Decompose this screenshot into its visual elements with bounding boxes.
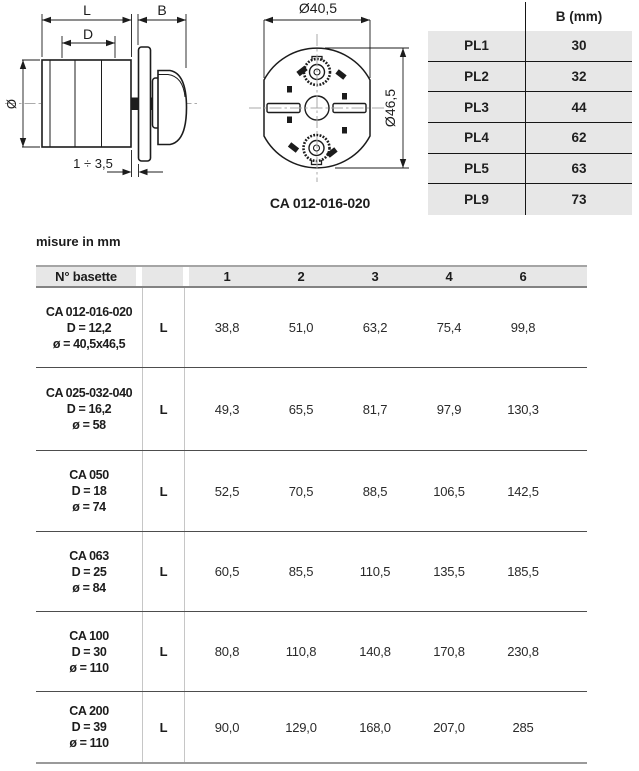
- value-cell: 38,8: [214, 320, 240, 335]
- value-cell: 185,5: [507, 564, 539, 579]
- column-headers-poles: [189, 267, 587, 286]
- table-row: [36, 532, 587, 612]
- row-dim-letter: L: [143, 532, 185, 611]
- model-cell: [36, 288, 143, 367]
- model-cell: PL4: [464, 130, 489, 146]
- right-dim-label: Ø46,5: [382, 88, 398, 128]
- b-dimension-table: [428, 2, 632, 215]
- row-model-name: CA 012-016-020: [45, 304, 133, 319]
- row-d-dimension: D = 16,2: [66, 402, 112, 416]
- row-dim-letter: L: [143, 288, 185, 367]
- model-cell: PL1: [464, 38, 489, 54]
- front-view-caption: CA 012-016-020: [269, 195, 371, 211]
- table-row: [428, 62, 632, 93]
- side-view-drawing: [0, 0, 222, 200]
- row-dim-letter: L: [143, 368, 185, 450]
- value-cell: 60,5: [214, 564, 240, 579]
- value-cell: 51,0: [288, 320, 314, 335]
- row-diameter: ø = 84: [72, 580, 106, 595]
- diameter-dim-label: Ø: [4, 98, 19, 110]
- row-model-name: CA 025-032-040: [45, 386, 133, 400]
- value-cell: 140,8: [359, 644, 391, 659]
- value-cell: 110,5: [359, 564, 391, 579]
- value-cell: 168,0: [359, 719, 391, 735]
- model-cell: PL3: [464, 99, 489, 115]
- value-cell: 63: [525, 154, 632, 184]
- value-cell: 99,8: [510, 320, 536, 335]
- b-dim-label: B: [157, 2, 167, 18]
- gap-dim-lines: [107, 150, 163, 177]
- table-row: [428, 123, 632, 154]
- row-diameter: ø = 74: [72, 500, 106, 514]
- value-cell: 30: [525, 31, 632, 61]
- row-diameter: ø = 110: [69, 660, 109, 675]
- value-cell: 80,8: [214, 644, 240, 659]
- column-header-1: 1: [223, 269, 231, 284]
- table-row: [428, 92, 632, 123]
- row-dim-letter: L: [143, 692, 185, 762]
- column-header-basette: N° basette: [36, 267, 136, 286]
- model-cell: [36, 692, 143, 762]
- value-cell: 49,3: [214, 401, 240, 417]
- gap-dim-label: 1 ÷ 3,5: [73, 156, 113, 171]
- row-dim-letter: L: [143, 451, 185, 531]
- table-row: [428, 31, 632, 62]
- model-cell: PL2: [464, 69, 489, 85]
- value-cell: 62: [525, 123, 632, 153]
- value-cell: 129,0: [285, 719, 317, 735]
- b-table-header-row: [428, 2, 632, 31]
- model-cell: [36, 532, 143, 611]
- d-dim-label: D: [82, 26, 94, 42]
- column-header-2: 2: [297, 269, 305, 284]
- row-diameter: ø = 40,5x46,5: [52, 336, 126, 351]
- value-cell: 230,8: [507, 644, 539, 659]
- row-model-name: CA 200: [69, 704, 109, 718]
- value-cell: 110,8: [285, 644, 317, 659]
- row-values: [185, 692, 587, 762]
- table-row: [36, 288, 587, 368]
- row-diameter: ø = 58: [72, 418, 106, 432]
- value-cell: 135,5: [433, 564, 465, 579]
- row-d-dimension: D = 30: [71, 644, 107, 659]
- value-cell: 81,7: [362, 401, 388, 417]
- table-row: [36, 368, 587, 451]
- l-dim-label: L: [83, 2, 91, 18]
- value-cell: 65,5: [288, 401, 314, 417]
- row-values: [185, 288, 587, 367]
- value-cell: 44: [525, 92, 632, 122]
- table-row: [428, 184, 632, 215]
- row-model-name: CA 100: [69, 628, 109, 643]
- row-model-name: CA 050: [69, 468, 109, 482]
- shaft-block-left: [131, 98, 139, 111]
- value-cell: 85,5: [288, 564, 314, 579]
- row-dim-letter: L: [143, 612, 185, 691]
- value-cell: 32: [525, 62, 632, 92]
- model-cell: [36, 451, 143, 531]
- value-cell: 70,5: [288, 483, 314, 499]
- table-row: [428, 154, 632, 185]
- units-note: misure in mm: [36, 234, 121, 249]
- model-cell: PL9: [464, 192, 489, 208]
- column-header-4: 4: [445, 269, 453, 284]
- model-cell: [36, 368, 143, 450]
- value-cell: 73: [525, 184, 632, 215]
- dimensions-table-header: [36, 265, 587, 288]
- dimensions-table: [36, 265, 587, 764]
- top-dim-label: Ø40,5: [298, 0, 338, 16]
- value-cell: 106,5: [433, 483, 465, 499]
- row-values: [185, 368, 587, 450]
- value-cell: 285: [512, 719, 534, 735]
- row-diameter: ø = 110: [69, 736, 109, 750]
- row-d-dimension: D = 39: [71, 720, 107, 734]
- column-header-l-blank: [142, 267, 183, 286]
- table-row: [36, 612, 587, 692]
- row-d-dimension: D = 18: [71, 484, 107, 498]
- row-model-name: CA 063: [69, 548, 109, 563]
- mounting-plate: [139, 47, 151, 161]
- column-header-3: 3: [371, 269, 379, 284]
- knob-handle: [158, 71, 187, 145]
- front-view-drawing: [225, 0, 425, 215]
- column-header-6: 6: [519, 269, 527, 284]
- row-values: [185, 612, 587, 691]
- value-cell: 207,0: [433, 719, 465, 735]
- value-cell: 142,5: [507, 483, 539, 499]
- row-d-dimension: D = 12,2: [66, 320, 112, 335]
- value-cell: 63,2: [362, 320, 388, 335]
- table-row: [36, 451, 587, 532]
- row-values: [185, 532, 587, 611]
- value-cell: 97,9: [436, 401, 462, 417]
- model-cell: [36, 612, 143, 691]
- value-cell: 170,8: [433, 644, 465, 659]
- b-table-header-label: B (mm): [525, 2, 632, 31]
- row-values: [185, 451, 587, 531]
- b-table-header-empty: [428, 2, 525, 31]
- value-cell: 75,4: [436, 320, 462, 335]
- table-row: [36, 692, 587, 764]
- value-cell: 52,5: [214, 483, 240, 499]
- value-cell: 130,3: [507, 401, 539, 417]
- row-d-dimension: D = 25: [71, 564, 107, 579]
- switch-body: [42, 60, 131, 147]
- model-cell: PL5: [464, 161, 489, 177]
- value-cell: 88,5: [362, 483, 388, 499]
- value-cell: 90,0: [214, 719, 240, 735]
